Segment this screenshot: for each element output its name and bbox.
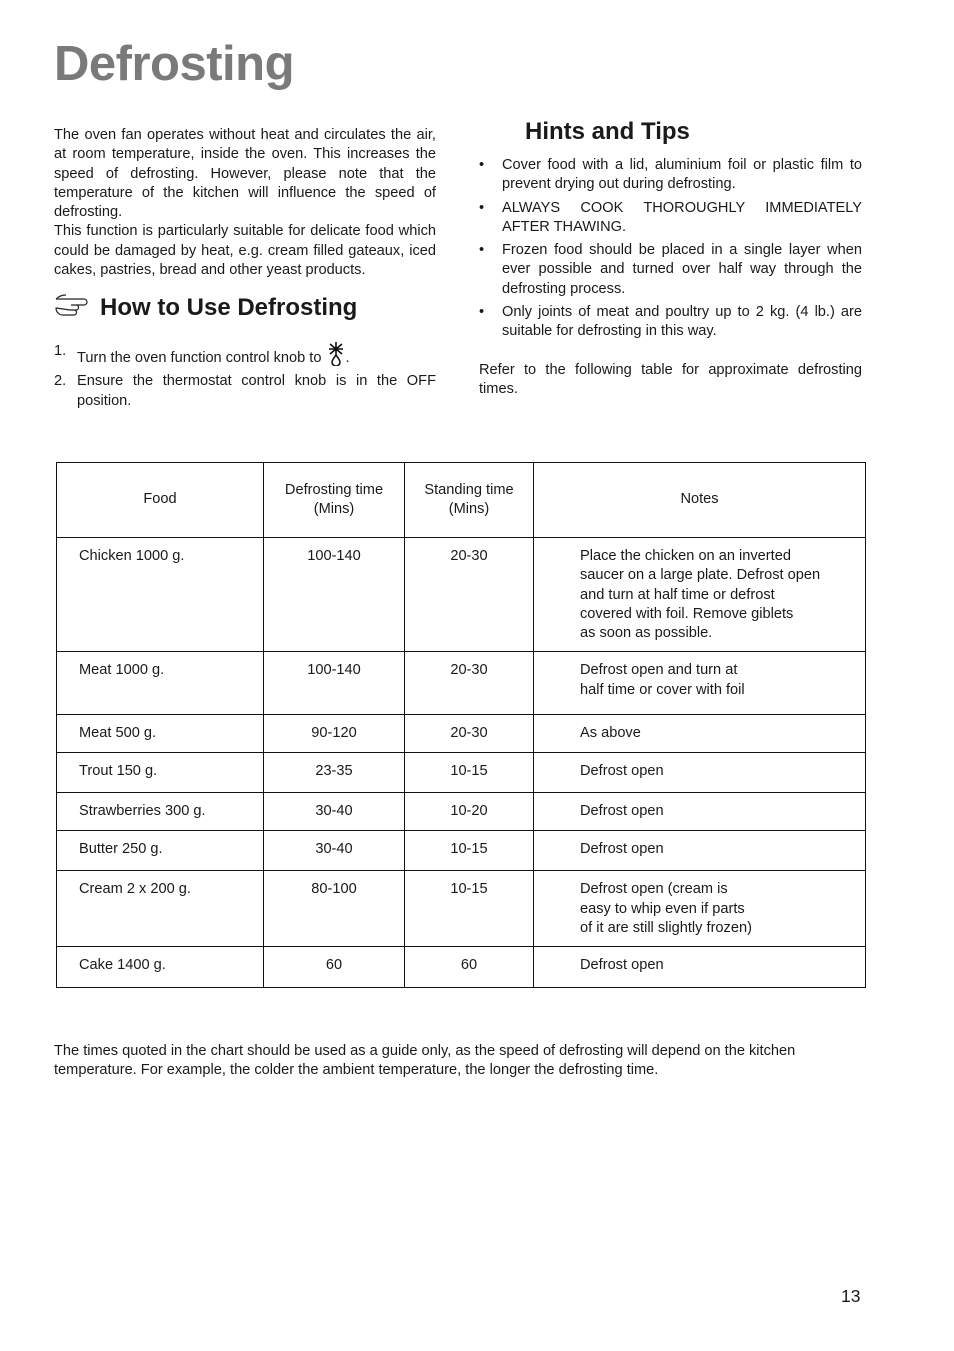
cell-defrost: 100-140 [307,662,361,679]
cell-defrost: 30-40 [315,841,353,858]
table-row [57,753,866,793]
cell-defrost: 23-35 [315,763,353,780]
step-text-before: Turn the oven function control knob to [77,350,322,366]
cell-standing: 20-30 [450,548,488,564]
header-notes: Notes [534,463,866,538]
intro-paragraph-2: This function is particularly suitable for delicate food which could be damaged by heat, e.g. cream filled gateaux, iced cakes, pastries, bread and other yeast products. [54,223,436,279]
left-column [54,126,436,409]
step-2 [54,372,436,411]
right-column [479,118,862,414]
cell-notes: Defrost open [580,763,664,780]
cell-standing: 20-30 [450,662,488,679]
cell-defrost: 80-100 [311,881,357,898]
refer-text: Refer to the following table for approximate defrosting times. [479,361,862,397]
cell-standing: 20-30 [450,725,488,742]
cell-notes: Defrost open [580,957,664,974]
header-standing-time: Standing time (Mins) [405,463,534,538]
cell-defrost: 100-140 [307,548,361,564]
cell-food: Chicken 1000 g. [79,548,185,564]
cell-food: Trout 150 g. [79,763,158,780]
cell-defrost: 60 [325,957,343,974]
cell-standing: 10-15 [450,881,488,898]
list-item [479,241,862,299]
table-row [57,652,866,715]
table-row [57,947,866,988]
cell-notes: Defrost open (cream is easy to whip even if parts of it are still slightly frozen) [580,881,752,937]
bullet: • [479,199,485,216]
table-row [57,715,866,753]
step-number: 1. [54,343,67,359]
step-number: 2. [54,373,67,390]
table-row [57,871,866,947]
list-item [479,303,862,342]
cell-defrost: 30-40 [315,803,353,820]
hints-heading: Hints and Tips [525,118,690,145]
cell-standing: 60 [460,957,478,974]
hint-text: Only joints of meat and poultry up to 2 kg. (4 lb.) are suitable for defrosting in this way. [502,304,862,340]
how-to-heading: How to Use Defrosting [100,294,358,321]
bullet: • [479,242,485,259]
list-item [479,156,862,195]
hint-text: Frozen food should be placed in a single layer when ever possible and turned over half way through the defrosting process. [502,242,862,297]
how-to-heading-row [54,294,357,322]
footer-note: The times quoted in the chart should be used as a guide only, as the speed of defrosting will depend on the kitchen temperature. For example, the colder the ambient temperature, the longer the defrosting time. [54,1043,796,1079]
pointing-hand-icon [54,290,92,318]
list-item [479,199,862,238]
page-number: 13 [841,1286,861,1306]
page-title: Defrosting [54,37,294,91]
header-defrosting-time: Defrosting time (Mins) [264,463,405,538]
step-text-after: . [345,350,350,366]
hint-text: Cover food with a lid, aluminium foil or plastic film to prevent drying out during defrosting. [502,157,862,193]
header-food: Food [57,463,264,538]
cell-notes: Defrost open and turn at half time or cover with foil [580,662,745,698]
cell-food: Cream 2 x 200 g. [79,881,191,898]
cell-notes: Place the chicken on an inverted saucer on a large plate. Defrost open and turn at half time or defrost covered with foil. Remove giblets as soon as possible. [580,548,821,642]
cell-standing: 10-15 [450,763,488,780]
cell-notes: Defrost open [580,841,664,858]
table-header-row [57,463,866,538]
defrosting-table [56,462,866,988]
cell-food: Strawberries 300 g. [79,803,206,820]
step-text: Ensure the thermostat control knob is in the OFF position. [77,373,436,409]
hints-list [479,156,862,342]
cell-standing: 10-15 [450,841,488,858]
cell-food: Cake 1400 g. [79,957,166,974]
cell-food: Meat 1000 g. [79,662,165,679]
cell-standing: 10-20 [450,803,488,820]
cell-defrost: 90-120 [311,725,357,742]
table-row [57,538,866,652]
step-text [77,342,436,368]
table-row [57,793,866,831]
how-to-steps [54,342,436,415]
intro-paragraph-1: The oven fan operates without heat and circulates the air, at room temperature, inside the oven. This increases the speed of defrosting. However, please note that the temperature of the kitchen will influence the speed of defrosting. [54,127,436,221]
defrost-symbol-icon [327,342,345,366]
step-1 [54,342,436,368]
cell-notes: As above [580,725,641,742]
cell-food: Butter 250 g. [79,841,163,858]
table-row [57,831,866,871]
cell-food: Meat 500 g. [79,725,157,742]
bullet: • [479,304,485,321]
cell-notes: Defrost open [580,803,664,820]
hint-text: ALWAYS COOK THOROUGHLY IMMEDIATELY AFTER THAWING. [502,199,862,235]
bullet: • [479,157,485,173]
